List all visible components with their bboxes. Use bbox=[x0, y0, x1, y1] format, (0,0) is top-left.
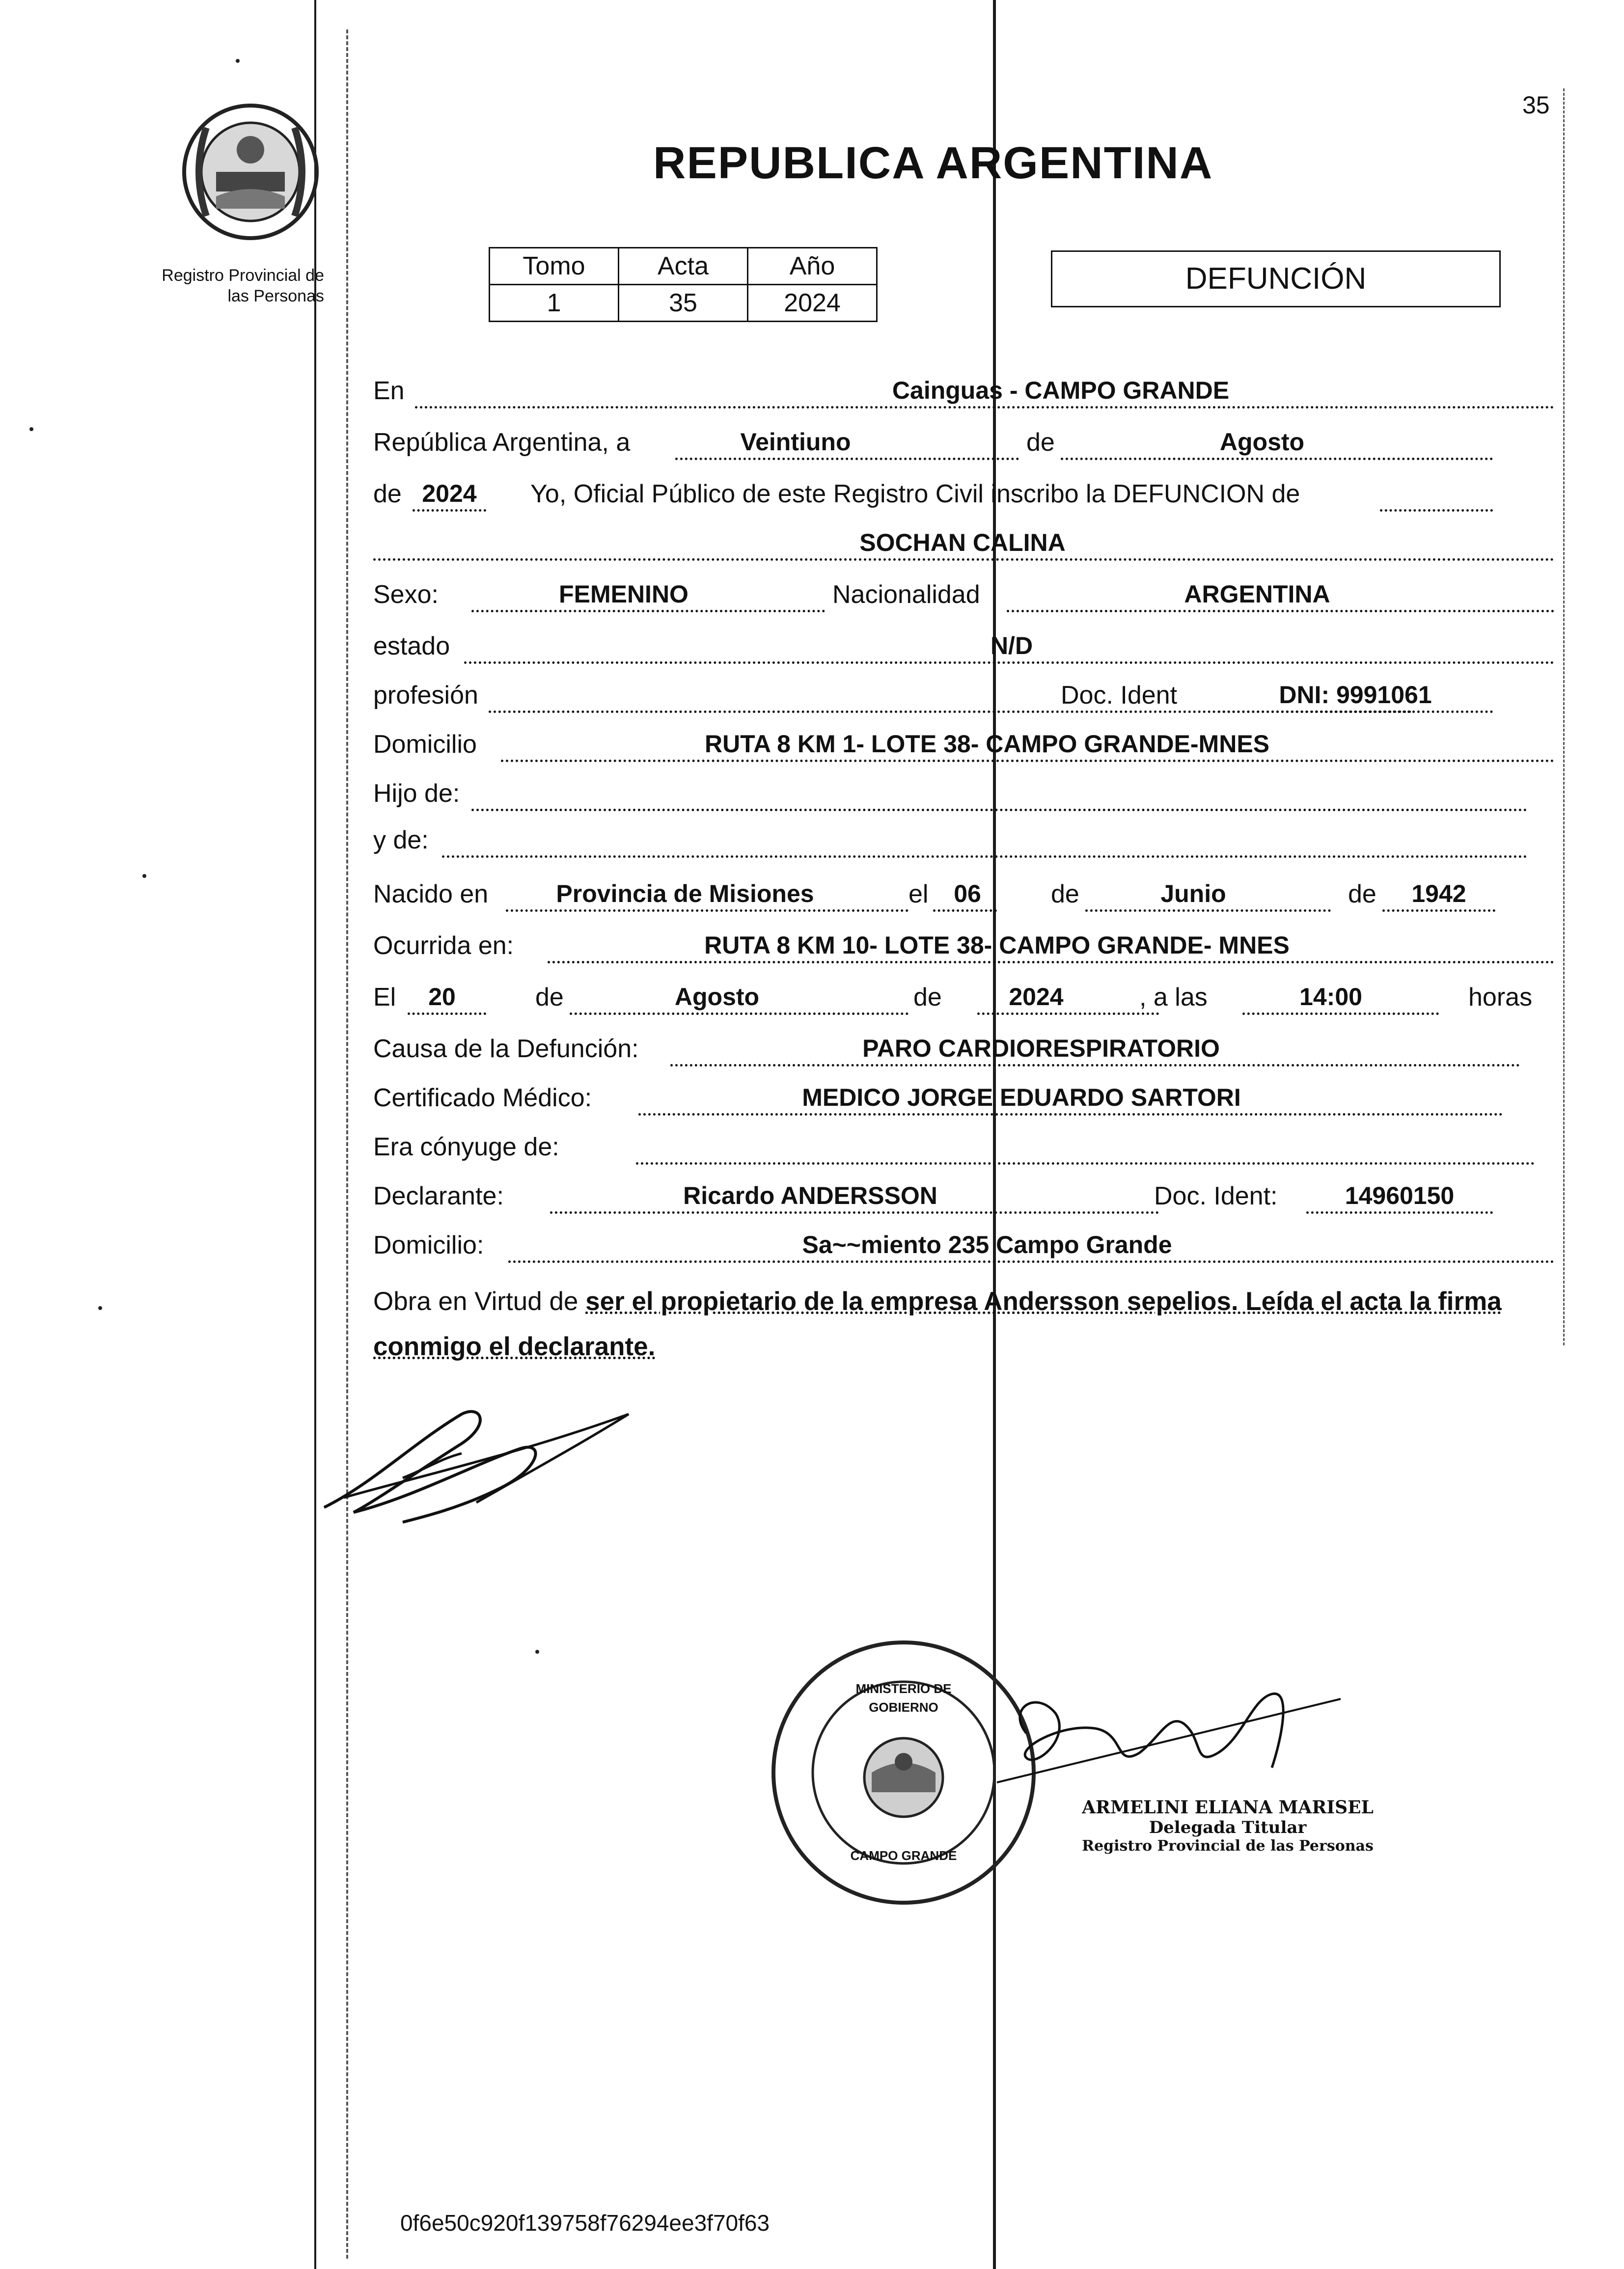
declarante-label: Declarante: bbox=[373, 1182, 504, 1210]
anio-value: 2024 bbox=[748, 285, 877, 322]
death-day: 20 bbox=[428, 983, 456, 1011]
hijo-line bbox=[471, 777, 1527, 811]
row-republica bbox=[373, 420, 1557, 464]
republica-label: República Argentina, a bbox=[373, 428, 631, 457]
estado-label: estado bbox=[373, 632, 450, 660]
row-fecha-defuncion bbox=[373, 975, 1557, 1019]
stamp-inner-text: MINISTERIO DE GOBIERNO bbox=[855, 1681, 952, 1715]
scan-speck bbox=[98, 1306, 102, 1310]
row-certificado bbox=[373, 1075, 1557, 1120]
ocurrida-value: RUTA 8 KM 10- LOTE 38- CAMPO GRANDE- MNES bbox=[704, 931, 1290, 959]
day-value: Veintiuno bbox=[740, 428, 851, 456]
oficial-line bbox=[1380, 478, 1493, 512]
sexo-value: FEMENINO bbox=[559, 580, 688, 608]
doc-ident2-label: Doc. Ident: bbox=[1154, 1182, 1278, 1210]
row-ocurrida bbox=[373, 923, 1557, 967]
row-nacido bbox=[373, 872, 1557, 916]
domicilio-label: Domicilio bbox=[373, 730, 477, 759]
domicilio-value: RUTA 8 KM 1- LOTE 38- CAMPO GRANDE-MNES bbox=[704, 730, 1270, 758]
nacido-label: Nacido en bbox=[373, 880, 489, 908]
row-deceased bbox=[373, 520, 1557, 565]
causa-value: PARO CARDIORESPIRATORIO bbox=[862, 1035, 1220, 1062]
official-name: ARMELINI ELIANA MARISEL bbox=[1082, 1797, 1374, 1818]
page-title: REPUBLICA ARGENTINA bbox=[653, 138, 1213, 188]
conyuge-line bbox=[636, 1131, 1535, 1165]
obra-prefix: Obra en Virtud de bbox=[373, 1287, 578, 1316]
en-value: Cainguas - CAMPO GRANDE bbox=[892, 377, 1230, 404]
row-declarante bbox=[373, 1174, 1557, 1218]
official-title: Delegada Titular bbox=[1149, 1818, 1307, 1837]
row-yde bbox=[373, 818, 1557, 862]
registry-label-line1: Registro Provincial de bbox=[162, 266, 324, 285]
scan-margin-dashes bbox=[346, 29, 348, 2259]
birth-de-label: de bbox=[1051, 880, 1079, 908]
scan-margin-line bbox=[314, 0, 316, 2269]
stamp-outer-text bbox=[746, 1620, 1061, 1639]
acta-header: Acta bbox=[619, 248, 748, 285]
horas-label: horas bbox=[1468, 983, 1533, 1011]
row-hijo bbox=[373, 771, 1557, 815]
el-label: El bbox=[373, 983, 396, 1011]
doc-ident-label: Doc. Ident bbox=[1061, 681, 1178, 710]
scan-speck bbox=[29, 427, 33, 431]
row-oficial bbox=[373, 471, 1557, 516]
en-label: En bbox=[373, 377, 405, 405]
acta-value: 35 bbox=[619, 285, 748, 322]
doc-ident2-value: 14960150 bbox=[1345, 1182, 1455, 1209]
reference-table bbox=[489, 247, 878, 322]
nacionalidad-value: ARGENTINA bbox=[1184, 580, 1330, 608]
oficial-text: Yo, Oficial Público de este Registro Civil inscribo la DEFUNCION de bbox=[530, 480, 1300, 508]
declarante-value: Ricardo ANDERSSON bbox=[683, 1182, 937, 1209]
sexo-label: Sexo: bbox=[373, 580, 439, 609]
official-office: Registro Provincial de las Personas bbox=[1082, 1837, 1374, 1855]
conyuge-label: Era cónyuge de: bbox=[373, 1133, 559, 1161]
scan-speck bbox=[236, 59, 240, 63]
tomo-header: Tomo bbox=[490, 248, 619, 285]
death-month: Agosto bbox=[674, 983, 760, 1011]
estado-value: N/D bbox=[990, 632, 1033, 659]
row-sexo bbox=[373, 572, 1557, 616]
domicilio2-value: Sa~~miento 235 Campo Grande bbox=[802, 1231, 1172, 1258]
certificado-value: MEDICO JORGE EDUARDO SARTORI bbox=[802, 1084, 1241, 1111]
row-profesion bbox=[373, 673, 1557, 717]
anio-header: Año bbox=[748, 248, 877, 285]
birth-month: Junio bbox=[1160, 880, 1226, 907]
birth-de2-label: de bbox=[1348, 880, 1376, 908]
month-value: Agosto bbox=[1219, 428, 1305, 456]
declarant-signature bbox=[314, 1385, 648, 1596]
stamp-bottom-text: CAMPO GRANDE bbox=[850, 1848, 957, 1863]
profesion-label: profesión bbox=[373, 681, 478, 710]
scan-speck bbox=[142, 874, 146, 878]
de-label: de bbox=[1026, 428, 1055, 457]
province-seal bbox=[177, 98, 324, 246]
ocurrida-label: Ocurrida en: bbox=[373, 931, 514, 960]
deceased-name: SOCHAN CALINA bbox=[859, 529, 1066, 556]
scan-right-dashes bbox=[1563, 88, 1565, 1345]
certificado-label: Certificado Médico: bbox=[373, 1084, 592, 1112]
de-year-label: de bbox=[373, 480, 402, 508]
nacido-value: Provincia de Misiones bbox=[556, 880, 814, 907]
nacido-el-label: el bbox=[908, 880, 929, 908]
obra-paragraph bbox=[373, 1279, 1557, 1369]
official-block bbox=[1080, 1797, 1375, 1855]
registry-label-line2: las Personas bbox=[227, 287, 324, 305]
death-de-label: de bbox=[535, 983, 564, 1011]
yde-line bbox=[442, 824, 1527, 858]
tomo-value: 1 bbox=[490, 285, 619, 322]
row-causa bbox=[373, 1026, 1557, 1070]
row-en bbox=[373, 368, 1557, 412]
death-time: 14:00 bbox=[1299, 983, 1362, 1011]
document-hash: 0f6e50c920f139758f76294ee3f70f63 bbox=[400, 2210, 770, 2236]
birth-day: 06 bbox=[954, 880, 981, 907]
causa-label: Causa de la Defunción: bbox=[373, 1035, 639, 1063]
obra-text: ser el propietario de la empresa Andersson sepelios. Leída el acta la firma conmigo el declarante. bbox=[373, 1287, 1502, 1361]
birth-year: 1942 bbox=[1411, 880, 1466, 907]
yde-label: y de: bbox=[373, 826, 429, 854]
death-de2-label: de bbox=[913, 983, 942, 1011]
hijo-label: Hijo de: bbox=[373, 779, 460, 808]
row-estado bbox=[373, 624, 1557, 668]
nacionalidad-label: Nacionalidad bbox=[832, 580, 980, 609]
registry-label bbox=[128, 265, 324, 306]
row-domicilio2 bbox=[373, 1223, 1557, 1267]
document-type-box: DEFUNCIÓN bbox=[1051, 250, 1501, 307]
alas-label: , a las bbox=[1139, 983, 1208, 1011]
doc-ident-value: DNI: 9991061 bbox=[1279, 681, 1432, 709]
death-year: 2024 bbox=[1009, 983, 1064, 1011]
scan-speck bbox=[535, 1650, 539, 1654]
row-domicilio bbox=[373, 722, 1557, 766]
page-number: 35 bbox=[1522, 91, 1550, 119]
year-value: 2024 bbox=[422, 480, 477, 507]
domicilio2-label: Domicilio: bbox=[373, 1231, 484, 1259]
row-conyuge bbox=[373, 1124, 1557, 1169]
